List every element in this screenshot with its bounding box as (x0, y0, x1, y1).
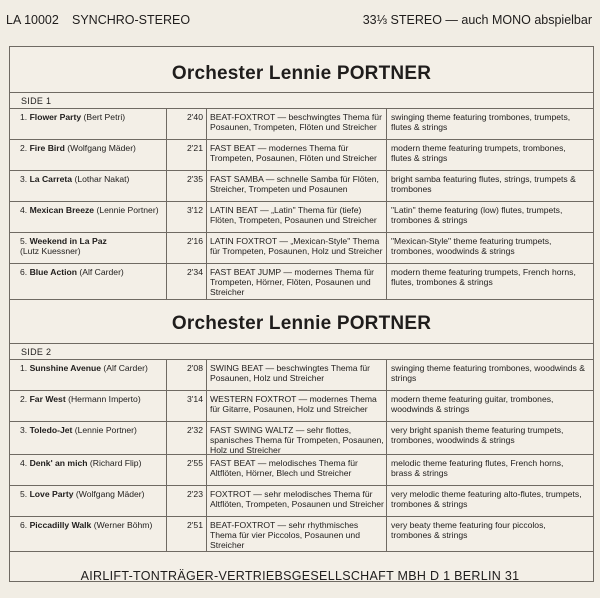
track-title-cell: 1. Sunshine Avenue (Alf Carder) (20, 363, 148, 373)
table-row (10, 170, 593, 201)
track-description-de: FAST SAMBA — schnelle Samba für Flöten, Streicher, Trompeten und Posaunen (210, 174, 379, 195)
track-name: Denk' an mich (29, 458, 88, 468)
track-title-cell: 6. Blue Action (Alf Carder) (20, 267, 124, 277)
divider (10, 92, 593, 93)
track-description-en: very bright spanish theme featuring trumpets, trombones, woodwinds & strings (391, 425, 564, 446)
table-row (10, 108, 593, 139)
track-description-en: very melodic theme featuring alto-flutes, trumpets, trombones & strings (391, 489, 582, 510)
track-description-de: LATIN FOXTROT — „Mexican-Style" Thema für Trompeten, Posaunen, Holz und Streicher (210, 236, 383, 257)
track-name: La Carreta (29, 174, 73, 184)
table-row (10, 232, 593, 263)
track-title-cell: 4. Mexican Breeze (Lennie Portner) (20, 205, 159, 215)
track-description-de: SWING BEAT — beschwingtes Thema für Posaunen, Holz und Streicher (210, 363, 370, 384)
side1-title: Orchester Lennie PORTNER (171, 63, 432, 84)
side2-title: Orchester Lennie PORTNER (171, 313, 432, 334)
track-duration: 2'35 (187, 174, 203, 184)
track-composer: (Hermann Imperto) (68, 394, 141, 404)
track-description-en: modern theme featuring trumpets, French horns, flutes, trombones & strings (391, 267, 576, 288)
track-title-cell: 1. Flower Party (Bert Petri) (20, 112, 126, 122)
table-row (10, 139, 593, 170)
speed-label: 33⅓ STEREO — auch MONO abspielbar (362, 13, 592, 27)
table-row (10, 263, 593, 298)
track-duration: 2'08 (187, 363, 203, 373)
track-name: Blue Action (29, 267, 77, 277)
track-composer: (Wolfgang Mäder) (75, 489, 145, 499)
track-composer: (Bert Petri) (83, 112, 126, 122)
track-title-cell: 3. La Carreta (Lothar Nakat) (20, 174, 130, 184)
track-composer: (Werner Böhm) (93, 520, 153, 530)
track-title-cell: 5. Weekend in La Paz (Lutz Kuessner) (20, 236, 107, 257)
track-title-cell: 3. Toledo-Jet (Lennie Portner) (20, 425, 137, 435)
table-row (10, 421, 593, 456)
track-name: Sunshine Avenue (29, 363, 102, 373)
track-name: Fire Bird (29, 143, 65, 153)
table-row (10, 485, 593, 516)
column-separator (166, 359, 167, 551)
track-description-de: BEAT-FOXTROT — sehr rhythmisches Thema für vier Piccolos, Posaunen und Streicher (210, 520, 360, 551)
track-duration: 2'34 (187, 267, 203, 277)
track-composer: (Lennie Portner) (96, 205, 159, 215)
column-separator (166, 108, 167, 299)
header (0, 10, 600, 30)
track-description-en: very beaty theme featuring four piccolos, trombones & strings (391, 520, 546, 541)
track-description-de: WESTERN FOXTROT — modernes Thema für Gitarre, Posaunen, Holz und Streicher (210, 394, 377, 415)
track-duration: 2'51 (187, 520, 203, 530)
table-row (10, 359, 593, 390)
track-description-en: "Latin" theme featuring (low) flutes, trumpets, trombones & strings (391, 205, 563, 226)
column-separator (206, 108, 207, 299)
track-description-de: FOXTROT — sehr melodisches Thema für Altflöten, Trompeten, Posaunen und Streicher (210, 489, 384, 510)
track-composer: (Lutz Kuessner) (20, 246, 81, 257)
track-name: Far West (29, 394, 66, 404)
table-row (10, 390, 593, 421)
column-separator (386, 359, 387, 551)
track-title-cell: 5. Love Party (Wolfgang Mäder) (20, 489, 145, 499)
track-name: Flower Party (29, 112, 82, 122)
track-name: Piccadilly Walk (29, 520, 92, 530)
track-title-cell: 2. Fire Bird (Wolfgang Mäder) (20, 143, 136, 153)
track-duration: 2'21 (187, 143, 203, 153)
track-title-cell: 2. Far West (Hermann Imperto) (20, 394, 141, 404)
column-separator (386, 108, 387, 299)
track-description-de: FAST BEAT — melodisches Thema für Altflöten, Hörner, Blech und Streicher (210, 458, 358, 479)
track-duration: 2'40 (187, 112, 203, 122)
track-composer: (Alf Carder) (79, 267, 124, 277)
track-duration: 2'55 (187, 458, 203, 468)
track-description-de: FAST SWING WALTZ — sehr flottes, spanisches Thema für Trompeten, Posaunen, Holz und Streicher (210, 425, 384, 456)
divider (10, 343, 593, 344)
track-description-de: FAST BEAT JUMP — modernes Thema für Trompeten, Hörner, Flöten, Posaunen und Streicher (210, 267, 374, 298)
track-title-cell: 6. Piccadilly Walk (Werner Böhm) (20, 520, 153, 530)
table-row (10, 454, 593, 485)
publisher-footer: AIRLIFT-TONTRÄGER-VERTRIEBSGESELLSCHAFT MBH D 1 BERLIN 31 (80, 569, 520, 583)
table-row (10, 201, 593, 232)
track-composer: (Lennie Portner) (74, 425, 137, 435)
format-label: SYNCHRO-STEREO (72, 13, 191, 27)
track-description-de: FAST BEAT — modernes Thema für Trompeten, Posaunen, Flöten und Streicher (210, 143, 377, 164)
track-title-cell: 4. Denk' an mich (Richard Flip) (20, 458, 142, 468)
track-duration: 2'32 (187, 425, 203, 435)
column-separator (206, 359, 207, 551)
track-composer: (Wolfgang Mäder) (67, 143, 136, 153)
divider (10, 299, 593, 300)
track-duration: 2'23 (187, 489, 203, 499)
track-description-en: swinging theme featuring trombones, trumpets, flutes & strings (391, 112, 571, 133)
track-description-en: bright samba featuring flutes, strings, trumpets & trombones (391, 174, 576, 195)
track-name: Weekend in La Paz (29, 236, 107, 246)
track-name: Love Party (29, 489, 74, 499)
track-duration: 3'12 (187, 205, 203, 215)
catalog-number: LA 10002 (6, 13, 59, 27)
track-name: Mexican Breeze (29, 205, 95, 215)
divider (10, 551, 593, 552)
track-composer: (Alf Carder) (103, 363, 148, 373)
track-composer: (Lothar Nakat) (74, 174, 130, 184)
track-description-en: melodic theme featuring flutes, French horns, brass & strings (391, 458, 564, 479)
tracklist-sheet (9, 46, 594, 582)
track-description-de: LATIN BEAT — „Latin" Thema für (tiefe) Flöten, Trompeten, Posaunen und Streicher (210, 205, 377, 226)
track-description-en: modern theme featuring trumpets, trombones, flutes & strings (391, 143, 566, 164)
track-duration: 3'14 (187, 394, 203, 404)
track-description-en: "Mexican-Style" theme featuring trumpets, trombones, woodwinds & strings (391, 236, 552, 257)
track-name: Toledo-Jet (29, 425, 73, 435)
track-description-en: swinging theme featuring trombones, woodwinds & strings (391, 363, 585, 384)
side1-label: SIDE 1 (21, 96, 52, 106)
table-row (10, 516, 593, 551)
track-composer: (Richard Flip) (89, 458, 142, 468)
track-description-en: modern theme featuring guitar, trombones, woodwinds & strings (391, 394, 554, 415)
track-description-de: BEAT-FOXTROT — beschwingtes Thema für Posaunen, Trompeten, Flöten und Streicher (210, 112, 382, 133)
side2-label: SIDE 2 (21, 347, 52, 357)
track-duration: 2'16 (187, 236, 203, 246)
